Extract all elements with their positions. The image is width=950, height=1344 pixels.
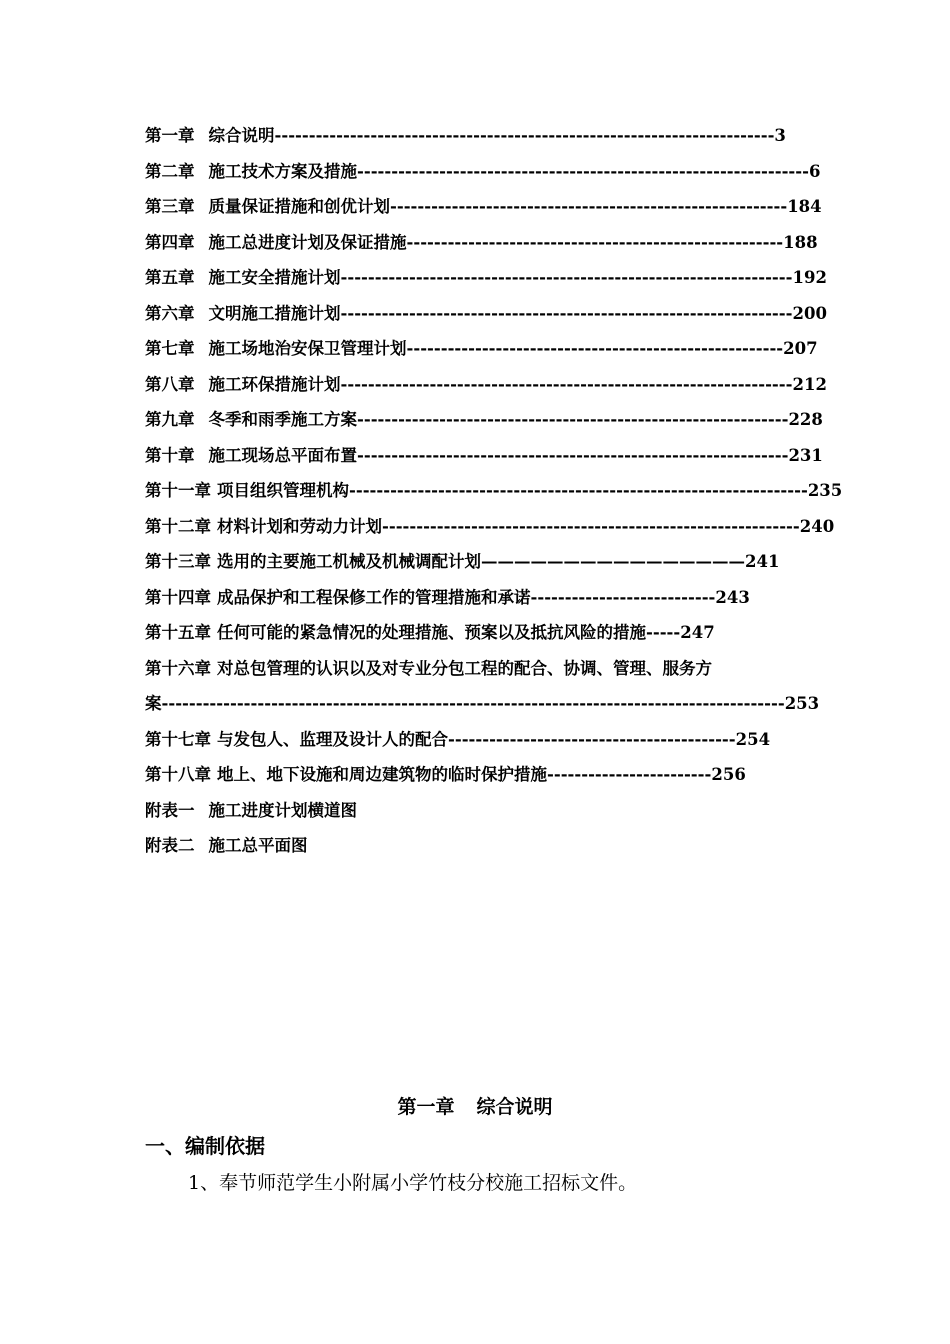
- toc-entry-number: 第十五章: [145, 623, 211, 642]
- toc-entry-leader: -------------------------------------------------------------------------------------------: [161, 694, 785, 713]
- toc-entry: [145, 154, 821, 190]
- toc-entry-page: 228: [788, 410, 823, 429]
- toc-entry: [145, 189, 822, 225]
- toc-entry-leader: ————————————————: [481, 552, 745, 571]
- toc-entry-number: 第七章: [145, 339, 195, 358]
- toc-entry: [145, 757, 805, 793]
- toc-entry: [145, 580, 805, 616]
- toc-entry-title: 施工总进度计划及保证措施: [208, 232, 407, 252]
- toc-entry-page: 188: [783, 232, 818, 252]
- toc-entry: [145, 828, 805, 864]
- toc-entry: [145, 651, 805, 687]
- toc-entry: [145, 793, 805, 829]
- toc-entry-number: 第八章: [145, 374, 195, 394]
- toc-entry-page: 240: [799, 516, 835, 536]
- toc-entry-leader: ------------------------: [547, 765, 712, 784]
- chapter-heading: [0, 1092, 950, 1119]
- toc-entry-title: 施工进度计划横道图: [208, 800, 357, 820]
- toc-entry-page: 231: [788, 445, 823, 465]
- toc-entry-page: 6: [808, 161, 821, 181]
- toc-entry-number: 第十四章: [145, 587, 211, 607]
- toc-entry-title: 施工现场总平面布置: [208, 445, 357, 465]
- toc-entry: [145, 473, 843, 509]
- toc-entry: [145, 367, 827, 403]
- toc-entry-page: 235: [807, 481, 843, 500]
- toc-entry-page: 253: [784, 694, 820, 713]
- toc-entry-number: 第九章: [145, 410, 195, 429]
- chapter-heading-number: 第一章: [397, 1096, 455, 1118]
- toc-entry-leader: -------------------------------------------------------: [406, 339, 784, 358]
- toc-entry-number: 第十三章: [145, 552, 211, 571]
- toc-entry-title: 文明施工措施计划: [208, 303, 341, 323]
- toc-entry-number: 第六章: [145, 303, 195, 323]
- toc-entry-title: 与发包人、监理及设计人的配合: [217, 729, 448, 749]
- toc-entry: [145, 509, 835, 545]
- toc-entry-leader: ------------------------------------------------------------------: [340, 268, 793, 287]
- toc-entry-number: 附表一: [145, 800, 195, 820]
- toc-entry-number: 第十六章: [145, 658, 211, 678]
- toc-entry-number: 第三章: [145, 197, 195, 216]
- toc-entry-leader: -------------------------------------------------------------: [382, 516, 800, 536]
- body-paragraph: 1、奉节师范学生小附属小学竹枝分校施工招标文件。: [188, 1172, 638, 1194]
- toc-entry: [145, 260, 827, 296]
- toc-entry-title: 项目组织管理机构: [217, 481, 349, 500]
- toc-entry: [145, 402, 823, 438]
- toc-entry: [145, 438, 823, 474]
- toc-entry: [145, 118, 805, 154]
- toc-entry-page: 3: [774, 126, 786, 145]
- toc-entry-number: 第十八章: [145, 765, 211, 784]
- toc-entry-page: 247: [680, 623, 715, 642]
- toc-entry-title: 施工总平面图: [208, 836, 308, 855]
- toc-entry-leader: ------------------------------------------------------------------: [340, 303, 793, 323]
- toc-entry: [145, 331, 818, 367]
- toc-entry: [145, 544, 805, 580]
- toc-entry-page: 200: [792, 303, 827, 323]
- toc-entry-number: 第十七章: [145, 729, 211, 749]
- toc-entry-title: 施工技术方案及措施: [208, 161, 357, 181]
- toc-entry-title: 材料计划和劳动力计划: [217, 516, 382, 536]
- toc-entry-leader: ---------------------------------------------------------------: [357, 410, 789, 429]
- chapter-heading-title: 综合说明: [476, 1096, 553, 1118]
- toc-entry-number: 第一章: [145, 126, 195, 145]
- toc-entry-title: 地上、地下设施和周边建筑物的临时保护措施: [217, 765, 547, 784]
- toc-entry-title: 施工安全措施计划: [208, 268, 341, 287]
- toc-entry-number: 第十章: [145, 445, 195, 465]
- toc-entry-title: 任何可能的紧急情况的处理措施、预案以及抵抗风险的措施: [217, 623, 646, 642]
- toc-entry-number: 附表二: [145, 836, 195, 855]
- toc-entry-page: 192: [792, 268, 827, 287]
- toc-entry-title: 质量保证措施和创优计划: [208, 197, 390, 216]
- toc-entry-leader: ------------------------------------------------------------------: [340, 374, 793, 394]
- toc-entry-title: 成品保护和工程保修工作的管理措施和承诺: [217, 587, 531, 607]
- toc-entry-title: 对总包管理的认识以及对专业分包工程的配合、协调、管理、服务方: [217, 658, 712, 678]
- toc-entry-number: 第二章: [145, 161, 195, 181]
- toc-entry-page: 241: [745, 552, 780, 571]
- toc-entry-page: 212: [792, 374, 827, 394]
- toc-entry-leader: ----------------------------------------------------------: [390, 197, 788, 216]
- toc-entry-number: 第十二章: [145, 516, 211, 536]
- toc-entry-title: 案: [145, 694, 162, 713]
- toc-entry-leader: ------------------------------------------: [448, 729, 736, 749]
- toc-entry: [145, 722, 805, 758]
- toc-entry: [145, 296, 827, 332]
- toc-entry-leader: ---------------------------------------------------------------: [357, 445, 789, 465]
- toc-entry-number: 第四章: [145, 232, 195, 252]
- toc-entry-title: 选用的主要施工机械及机械调配计划: [217, 552, 481, 571]
- table-of-contents: [145, 118, 843, 864]
- toc-entry-leader: -------------------------------------------------------------------------: [274, 126, 775, 145]
- toc-entry: [145, 225, 818, 261]
- toc-entry-number: 第五章: [145, 268, 195, 287]
- toc-entry: [145, 615, 805, 651]
- toc-entry-page: 256: [711, 765, 746, 784]
- toc-entry-title: 综合说明: [208, 126, 275, 145]
- toc-entry-leader: ------------------------------------------------------------------: [357, 161, 809, 181]
- toc-entry-leader: -------------------------------------------------------------------: [349, 481, 808, 500]
- section-heading: 一、编制依据: [145, 1134, 265, 1158]
- toc-entry-title: 施工场地治安保卫管理计划: [208, 339, 407, 358]
- toc-entry-leader: -----: [646, 623, 681, 642]
- toc-entry-leader: ---------------------------: [530, 587, 716, 607]
- toc-entry: [145, 686, 820, 722]
- toc-entry-page: 207: [783, 339, 818, 358]
- toc-entry-page: 184: [787, 197, 822, 216]
- toc-entry-page: 243: [715, 587, 750, 607]
- toc-entry-number: 第十一章: [145, 481, 211, 500]
- toc-entry-leader: -------------------------------------------------------: [406, 232, 784, 252]
- toc-entry-title: 冬季和雨季施工方案: [208, 410, 357, 429]
- toc-entry-title: 施工环保措施计划: [208, 374, 341, 394]
- toc-entry-page: 254: [735, 729, 771, 749]
